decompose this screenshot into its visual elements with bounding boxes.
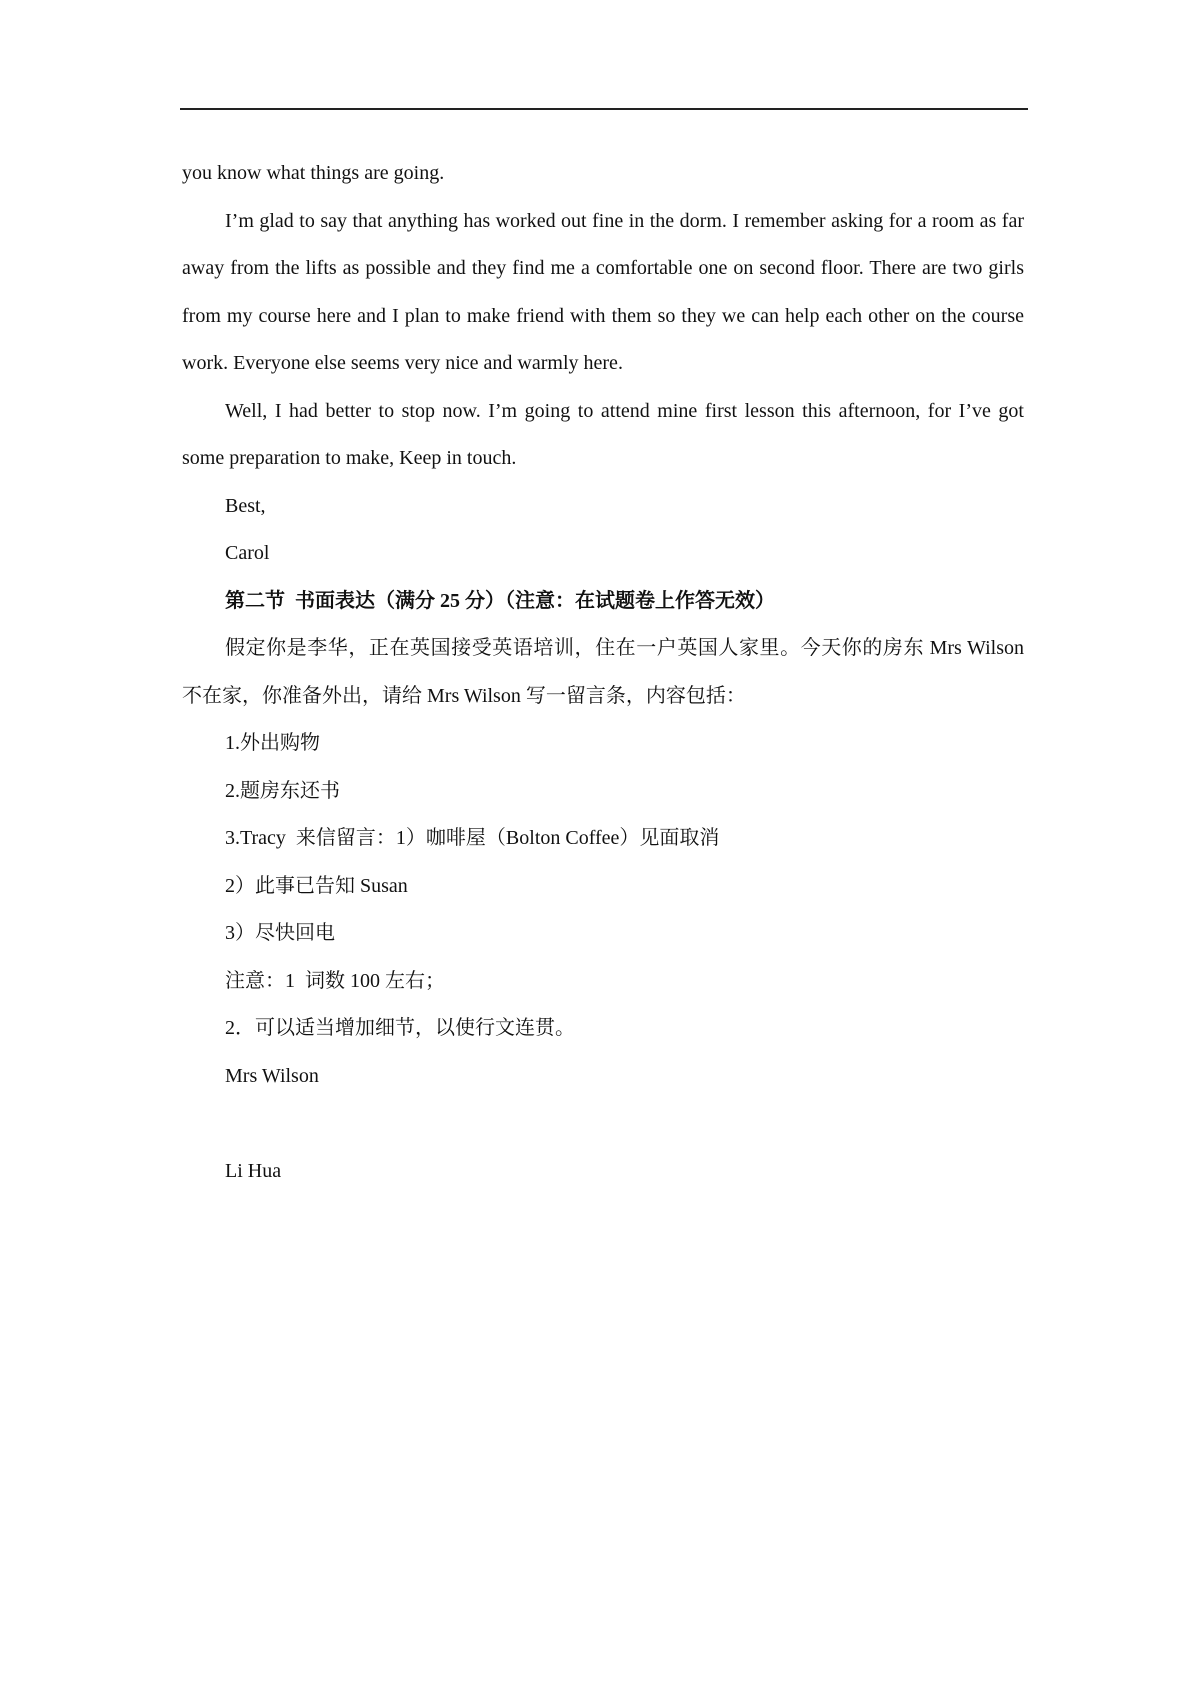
header-rule [180,108,1028,110]
letter-closing: Best, [225,494,266,517]
prompt-item: 1.外出购物 [225,732,320,754]
letter-paragraph-3: Well, I had better to stop now. I’m going to attend mine first lesson this afternoon, for I’ve got some preparation to make, Keep in touch. [182,399,1024,469]
answer-salutation: Mrs Wilson [225,1064,319,1087]
prompt-item: 3）尽快回电 [225,922,335,944]
prompt-item: 2）此事已告知 Susan [225,874,408,897]
letter-paragraph-2: I’m glad to say that anything has worked out fine in the dorm. I remember asking for a room as far away from the lifts as possible and they find me a comfortable one on second floor. There are two girls from my course here and I plan to make friend with them so they we can help each other on the course work. Everyone else seems very nice and warmly here. [182,209,1024,374]
prompt-item: 3.Tracy 来信留言：1）咖啡屋（Bolton Coffee）见面取消 [225,827,720,849]
answer-sign-off: Li Hua [225,1159,282,1182]
section-heading: 第二节 书面表达（满分 25 分）（注意：在试题卷上作答无效） [225,589,775,612]
writing-prompt: 假定你是李华，正在英国接受英语培训，住在一户英国人家里。今天你的房东 Mrs Wilson 不在家，你准备外出，请给 Mrs Wilson 写一留言条，内容包括： [182,637,1024,707]
answer-blank-space [182,1100,1024,1148]
letter-paragraph-1-tail: you know what things are going. [182,162,445,184]
page-content [182,150,1024,1195]
note-line: 注意：1 词数 100 左右； [225,969,445,992]
letter-signature: Carol [225,542,270,564]
prompt-item: 2.题房东还书 [225,779,340,802]
note-line: 2．可以适当增加细节，以使行文连贯。 [225,1017,575,1039]
